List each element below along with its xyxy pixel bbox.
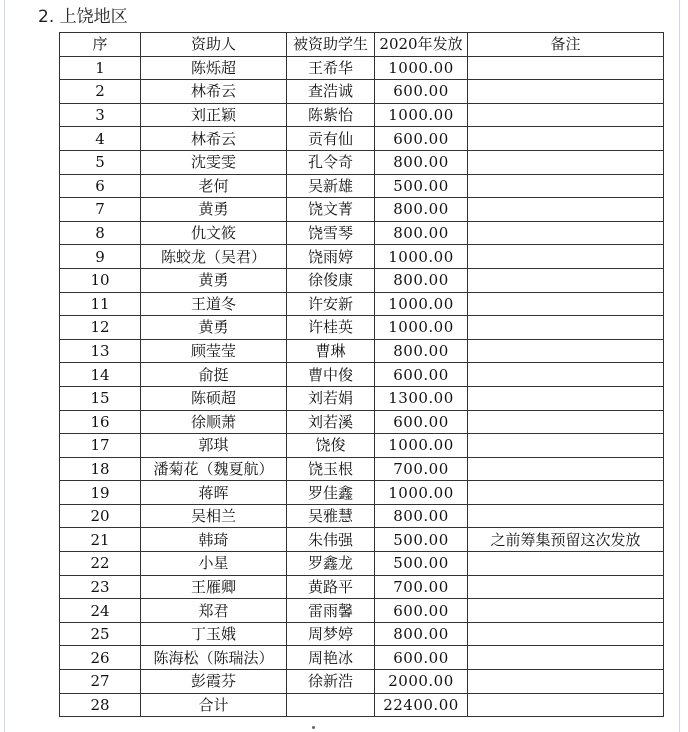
cell-note bbox=[468, 56, 664, 80]
cell-index: 3 bbox=[60, 103, 141, 127]
cell-index: 19 bbox=[60, 481, 141, 505]
cell-student: 饶文菁 bbox=[287, 198, 375, 222]
cell-student: 王希华 bbox=[287, 56, 375, 80]
cell-index: 24 bbox=[60, 599, 141, 623]
cell-student: 刘若溪 bbox=[287, 410, 375, 434]
cell-student: 查浩诚 bbox=[287, 80, 375, 104]
cell-sponsor: 小星 bbox=[141, 552, 287, 576]
cell-sponsor: 蒋晖 bbox=[141, 481, 287, 505]
cell-index: 18 bbox=[60, 457, 141, 481]
cell-index: 9 bbox=[60, 245, 141, 269]
cell-sponsor: 刘正颖 bbox=[141, 103, 287, 127]
cell-index: 6 bbox=[60, 174, 141, 198]
cell-amount: 1300.00 bbox=[375, 386, 468, 410]
cell-sponsor: 徐顺萧 bbox=[141, 410, 287, 434]
header-student: 被资助学生 bbox=[287, 33, 375, 57]
cell-student: 吴雅慧 bbox=[287, 504, 375, 528]
table-header-row bbox=[60, 33, 664, 57]
cell-sponsor: 陈海松（陈瑞法） bbox=[141, 646, 287, 670]
cell-note bbox=[468, 599, 664, 623]
table-body bbox=[60, 33, 664, 717]
header-note: 备注 bbox=[468, 33, 664, 57]
section-heading: 2. 上饶地区 bbox=[38, 7, 128, 27]
cell-sponsor: 沈雯雯 bbox=[141, 150, 287, 174]
cell-sponsor: 老何 bbox=[141, 174, 287, 198]
cell-index: 15 bbox=[60, 386, 141, 410]
table-row bbox=[60, 363, 664, 387]
cell-amount: 800.00 bbox=[375, 221, 468, 245]
cell-student: 贡有仙 bbox=[287, 127, 375, 151]
cell-index: 1 bbox=[60, 56, 141, 80]
table-row bbox=[60, 56, 664, 80]
cell-note: 之前筹集预留这次发放 bbox=[468, 528, 664, 552]
cell-note bbox=[468, 552, 664, 576]
cell-note bbox=[468, 150, 664, 174]
cell-sponsor: 郑君 bbox=[141, 599, 287, 623]
cell-amount: 1000.00 bbox=[375, 103, 468, 127]
table-row bbox=[60, 245, 664, 269]
table-row bbox=[60, 481, 664, 505]
cell-amount: 800.00 bbox=[375, 622, 468, 646]
cell-index: 23 bbox=[60, 575, 141, 599]
cell-student: 曹琳 bbox=[287, 339, 375, 363]
cell-sponsor: 王道冬 bbox=[141, 292, 287, 316]
cell-amount: 1000.00 bbox=[375, 56, 468, 80]
cell-student: 刘若娟 bbox=[287, 386, 375, 410]
cell-amount: 1000.00 bbox=[375, 245, 468, 269]
cell-note bbox=[468, 221, 664, 245]
table-row bbox=[60, 599, 664, 623]
cell-index: 8 bbox=[60, 221, 141, 245]
cell-index: 4 bbox=[60, 127, 141, 151]
header-index: 序 bbox=[60, 33, 141, 57]
cell-student: 饶俊 bbox=[287, 434, 375, 458]
cell-index: 28 bbox=[60, 693, 141, 717]
table-row bbox=[60, 127, 664, 151]
table-row bbox=[60, 103, 664, 127]
cell-note bbox=[468, 434, 664, 458]
cell-index: 10 bbox=[60, 268, 141, 292]
cell-student: 饶玉根 bbox=[287, 457, 375, 481]
cell-amount: 600.00 bbox=[375, 646, 468, 670]
cell-note bbox=[468, 268, 664, 292]
cell-index: 20 bbox=[60, 504, 141, 528]
cell-index: 12 bbox=[60, 316, 141, 340]
table-row bbox=[60, 646, 664, 670]
cell-sponsor: 陈蛟龙（吴君） bbox=[141, 245, 287, 269]
table-row bbox=[60, 670, 664, 694]
cell-student: 许安新 bbox=[287, 292, 375, 316]
cell-student: 陈紫怡 bbox=[287, 103, 375, 127]
table-row bbox=[60, 80, 664, 104]
table-row bbox=[60, 575, 664, 599]
table-row bbox=[60, 174, 664, 198]
cell-amount: 22400.00 bbox=[375, 693, 468, 717]
cell-amount: 1000.00 bbox=[375, 316, 468, 340]
cell-amount: 800.00 bbox=[375, 150, 468, 174]
cell-amount: 600.00 bbox=[375, 410, 468, 434]
cell-amount: 800.00 bbox=[375, 339, 468, 363]
table-row bbox=[60, 410, 664, 434]
cell-sponsor: 黄勇 bbox=[141, 268, 287, 292]
cell-sponsor: 陈烁超 bbox=[141, 56, 287, 80]
table-row bbox=[60, 339, 664, 363]
cell-amount: 600.00 bbox=[375, 599, 468, 623]
cell-student: 吴新雄 bbox=[287, 174, 375, 198]
cell-student bbox=[287, 693, 375, 717]
cell-index: 17 bbox=[60, 434, 141, 458]
cell-amount: 1000.00 bbox=[375, 292, 468, 316]
cell-index: 11 bbox=[60, 292, 141, 316]
table-row bbox=[60, 150, 664, 174]
cell-amount: 600.00 bbox=[375, 363, 468, 387]
header-amount: 2020年发放 bbox=[375, 33, 468, 57]
table-row bbox=[60, 386, 664, 410]
cell-sponsor: 林希云 bbox=[141, 127, 287, 151]
cell-sponsor: 王雁卿 bbox=[141, 575, 287, 599]
cell-sponsor: 韩琦 bbox=[141, 528, 287, 552]
cell-amount: 800.00 bbox=[375, 504, 468, 528]
cell-note bbox=[468, 363, 664, 387]
cell-student: 黄路平 bbox=[287, 575, 375, 599]
table-row bbox=[60, 221, 664, 245]
cell-student: 孔令奇 bbox=[287, 150, 375, 174]
cell-amount: 1000.00 bbox=[375, 481, 468, 505]
cell-amount: 500.00 bbox=[375, 528, 468, 552]
cell-sponsor: 潘菊花（魏夏航） bbox=[141, 457, 287, 481]
cell-sponsor: 郭琪 bbox=[141, 434, 287, 458]
page-border-right bbox=[679, 0, 680, 732]
table-row bbox=[60, 693, 664, 717]
table-row bbox=[60, 622, 664, 646]
cell-index: 22 bbox=[60, 552, 141, 576]
cell-sponsor: 俞挺 bbox=[141, 363, 287, 387]
cell-note bbox=[468, 670, 664, 694]
cell-note bbox=[468, 504, 664, 528]
cell-sponsor: 仇文筱 bbox=[141, 221, 287, 245]
cell-note bbox=[468, 457, 664, 481]
cell-student: 徐俊康 bbox=[287, 268, 375, 292]
cell-student: 许桂英 bbox=[287, 316, 375, 340]
cell-note bbox=[468, 646, 664, 670]
cell-sponsor: 陈硕超 bbox=[141, 386, 287, 410]
cell-student: 徐新浩 bbox=[287, 670, 375, 694]
table-row bbox=[60, 528, 664, 552]
cell-sponsor: 吴相兰 bbox=[141, 504, 287, 528]
table-row bbox=[60, 434, 664, 458]
cell-index: 14 bbox=[60, 363, 141, 387]
cell-student: 周梦婷 bbox=[287, 622, 375, 646]
cell-sponsor: 林希云 bbox=[141, 80, 287, 104]
cell-note bbox=[468, 339, 664, 363]
cell-index: 5 bbox=[60, 150, 141, 174]
table-row bbox=[60, 457, 664, 481]
cell-amount: 600.00 bbox=[375, 127, 468, 151]
cell-amount: 2000.00 bbox=[375, 670, 468, 694]
cell-index: 16 bbox=[60, 410, 141, 434]
page-border-left bbox=[4, 0, 5, 732]
cell-amount: 600.00 bbox=[375, 80, 468, 104]
cell-index: 26 bbox=[60, 646, 141, 670]
cell-index: 7 bbox=[60, 198, 141, 222]
table-row bbox=[60, 316, 664, 340]
table-row bbox=[60, 552, 664, 576]
cell-index: 2 bbox=[60, 80, 141, 104]
cell-student: 罗鑫龙 bbox=[287, 552, 375, 576]
cell-amount: 800.00 bbox=[375, 268, 468, 292]
cell-student: 曹中俊 bbox=[287, 363, 375, 387]
cell-amount: 500.00 bbox=[375, 552, 468, 576]
cell-note bbox=[468, 693, 664, 717]
cell-sponsor: 丁玉娥 bbox=[141, 622, 287, 646]
cell-note bbox=[468, 127, 664, 151]
cell-student: 饶雨婷 bbox=[287, 245, 375, 269]
cell-index: 27 bbox=[60, 670, 141, 694]
cell-index: 21 bbox=[60, 528, 141, 552]
cell-student: 雷雨馨 bbox=[287, 599, 375, 623]
cell-note bbox=[468, 103, 664, 127]
cell-student: 朱伟强 bbox=[287, 528, 375, 552]
cell-student: 饶雪琴 bbox=[287, 221, 375, 245]
cell-note bbox=[468, 174, 664, 198]
cell-amount: 800.00 bbox=[375, 198, 468, 222]
table-row bbox=[60, 268, 664, 292]
cell-note bbox=[468, 245, 664, 269]
cell-sponsor: 合计 bbox=[141, 693, 287, 717]
cell-sponsor: 彭霞芬 bbox=[141, 670, 287, 694]
table-row bbox=[60, 198, 664, 222]
cell-amount: 700.00 bbox=[375, 457, 468, 481]
cell-student: 罗佳鑫 bbox=[287, 481, 375, 505]
page-footer-mark bbox=[312, 726, 315, 729]
cell-sponsor: 黄勇 bbox=[141, 198, 287, 222]
cell-student: 周艳冰 bbox=[287, 646, 375, 670]
cell-note bbox=[468, 292, 664, 316]
cell-amount: 1000.00 bbox=[375, 434, 468, 458]
cell-note bbox=[468, 481, 664, 505]
sponsorship-table bbox=[59, 32, 664, 717]
cell-note bbox=[468, 410, 664, 434]
cell-note bbox=[468, 386, 664, 410]
cell-note bbox=[468, 622, 664, 646]
table-row bbox=[60, 504, 664, 528]
cell-note bbox=[468, 316, 664, 340]
cell-index: 13 bbox=[60, 339, 141, 363]
cell-index: 25 bbox=[60, 622, 141, 646]
cell-amount: 700.00 bbox=[375, 575, 468, 599]
header-sponsor: 资助人 bbox=[141, 33, 287, 57]
table-row bbox=[60, 292, 664, 316]
cell-amount: 500.00 bbox=[375, 174, 468, 198]
cell-note bbox=[468, 575, 664, 599]
cell-note bbox=[468, 80, 664, 104]
cell-note bbox=[468, 198, 664, 222]
cell-sponsor: 黄勇 bbox=[141, 316, 287, 340]
cell-sponsor: 顾莹莹 bbox=[141, 339, 287, 363]
